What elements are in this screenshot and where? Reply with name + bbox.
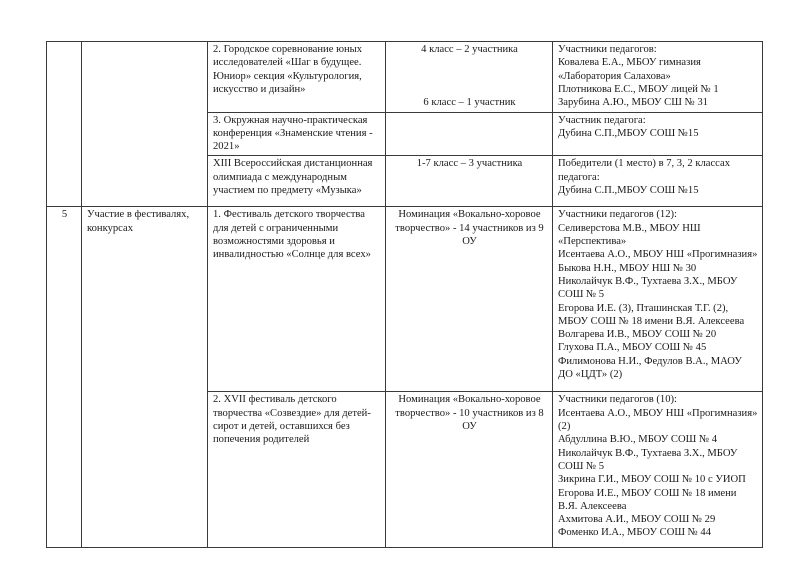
event-text: 1. Фестиваль детского творчества для детей с ограниченными возможностями здоровья и инвалидностью «Солнце для всех» [213,209,371,261]
participants-text: 6 класс – 1 участник [423,97,516,109]
event-cell [208,112,386,156]
teacher-line: Исентаева А.О., МБОУ НШ «Прогимназия» [558,249,758,261]
section-cell-empty [82,42,208,207]
teacher-line: Дубина С.П.,МБОУ СОШ №15 [558,127,699,139]
participants-text: 4 класс – 2 участника [421,44,518,55]
participants-cell [386,156,553,207]
participants-text: 1-7 класс – 3 участника [416,158,523,170]
teacher-line: Филимонова Н.И., Федулов В.А., МАОУ ДО «ЦДТ» (2) [558,355,745,381]
participants-cell [386,42,553,113]
teacher-line: Победители (1 место) в 7, 3, 2 классах педагога: [558,158,733,183]
teacher-line: Зикрина Г.И., МБОУ СОШ № 10 с УИОП [558,474,746,486]
event-text: 3. Окружная научно-практическая конференция «Знаменские чтения - 2021» [213,114,373,153]
participants-text: Номинация «Вокально-хоровое творчество» - 14 участников из 9 ОУ [395,209,544,248]
report-table [46,41,763,548]
teachers-cell [553,112,763,156]
teachers-cell [553,207,763,392]
teacher-line: Глухова П.А., МБОУ СОШ № 45 [558,342,707,354]
teacher-line: Селиверстова М.В., МБОУ НШ «Перспектива» [558,222,704,248]
event-text: XIII Всероссийская дистанционная олимпиада с международным участием по предмету «Музыка» [213,158,373,197]
participants-cell [386,112,553,156]
teacher-line: Егорова И.Е., МБОУ СОШ № 18 имени В.Я. Алексеева [558,487,740,512]
teacher-line: Николайчук В.Ф., Тухтаева З.Х., МБОУ СОШ № 5 [558,275,741,301]
teacher-line: Николайчук В.Ф., Тухтаева З.Х., МБОУ СОШ № 5 [558,447,741,472]
section-number-cell [47,207,82,548]
teacher-line: Ахмитова А.И., МБОУ СОШ № 29 [558,514,716,526]
teacher-line: Плотникова Е.С., МБОУ лицей № 1 [558,83,719,95]
teacher-line: Ковалева Е.А., МБОУ гимназия «Лаборатория Салахова» [558,57,704,82]
teacher-line: Участники педагогов (10): [558,394,677,406]
participants-cell [386,207,553,392]
teacher-line: Участник педагога: [558,114,646,126]
teacher-line: Исентаева А.О., МБОУ НШ «Прогимназия» (2) [558,407,761,433]
teacher-line: Дубина С.П.,МБОУ СОШ №15 [558,185,699,197]
teacher-line: Абдуллина В.Ю., МБОУ СОШ № 4 [558,434,718,446]
event-cell [208,392,386,548]
table-row [47,42,763,113]
number-cell-empty [47,42,82,207]
teacher-line: Быкова Н.Н., МБОУ НШ № 30 [558,262,697,274]
participants-text: Номинация «Вокально-хоровое творчество» - 10 участников из 8 ОУ [395,394,544,433]
event-text: 2. Городское соревнование юных исследователей «Шаг в будущее. Юниор» секция «Культурология, искусство и дизайн» [213,44,363,95]
participants-cell [386,392,553,548]
teacher-line: Участники педагогов (12): [558,209,677,221]
teachers-cell [553,156,763,207]
teacher-line: Фоменко И.А., МБОУ СОШ № 44 [558,527,712,539]
section-title-cell [82,207,208,548]
teachers-cell [553,42,763,113]
event-cell [208,42,386,113]
section-title: Участие в фестивалях, конкурсах [87,209,190,234]
table-row [47,207,763,392]
teacher-line: Егорова И.Е. (3), Пташинская Т.Г. (2), МБОУ СОШ № 18 имени В.Я. Алексеева [558,302,745,327]
event-cell [208,156,386,207]
event-cell [208,207,386,392]
event-text: 2. XVII фестиваль детского творчества «Созвездие» для детей-сирот и детей, оставшихся без попечения родителей [213,394,371,446]
teacher-line: Зарубина А.Ю., МБОУ СШ № 31 [558,97,708,109]
teachers-cell [553,392,763,548]
teacher-line: Волгарева И.В., МБОУ СОШ № 20 [558,329,717,341]
section-number: 5 [61,209,68,221]
teacher-line: Участники педагогов: [558,44,657,55]
